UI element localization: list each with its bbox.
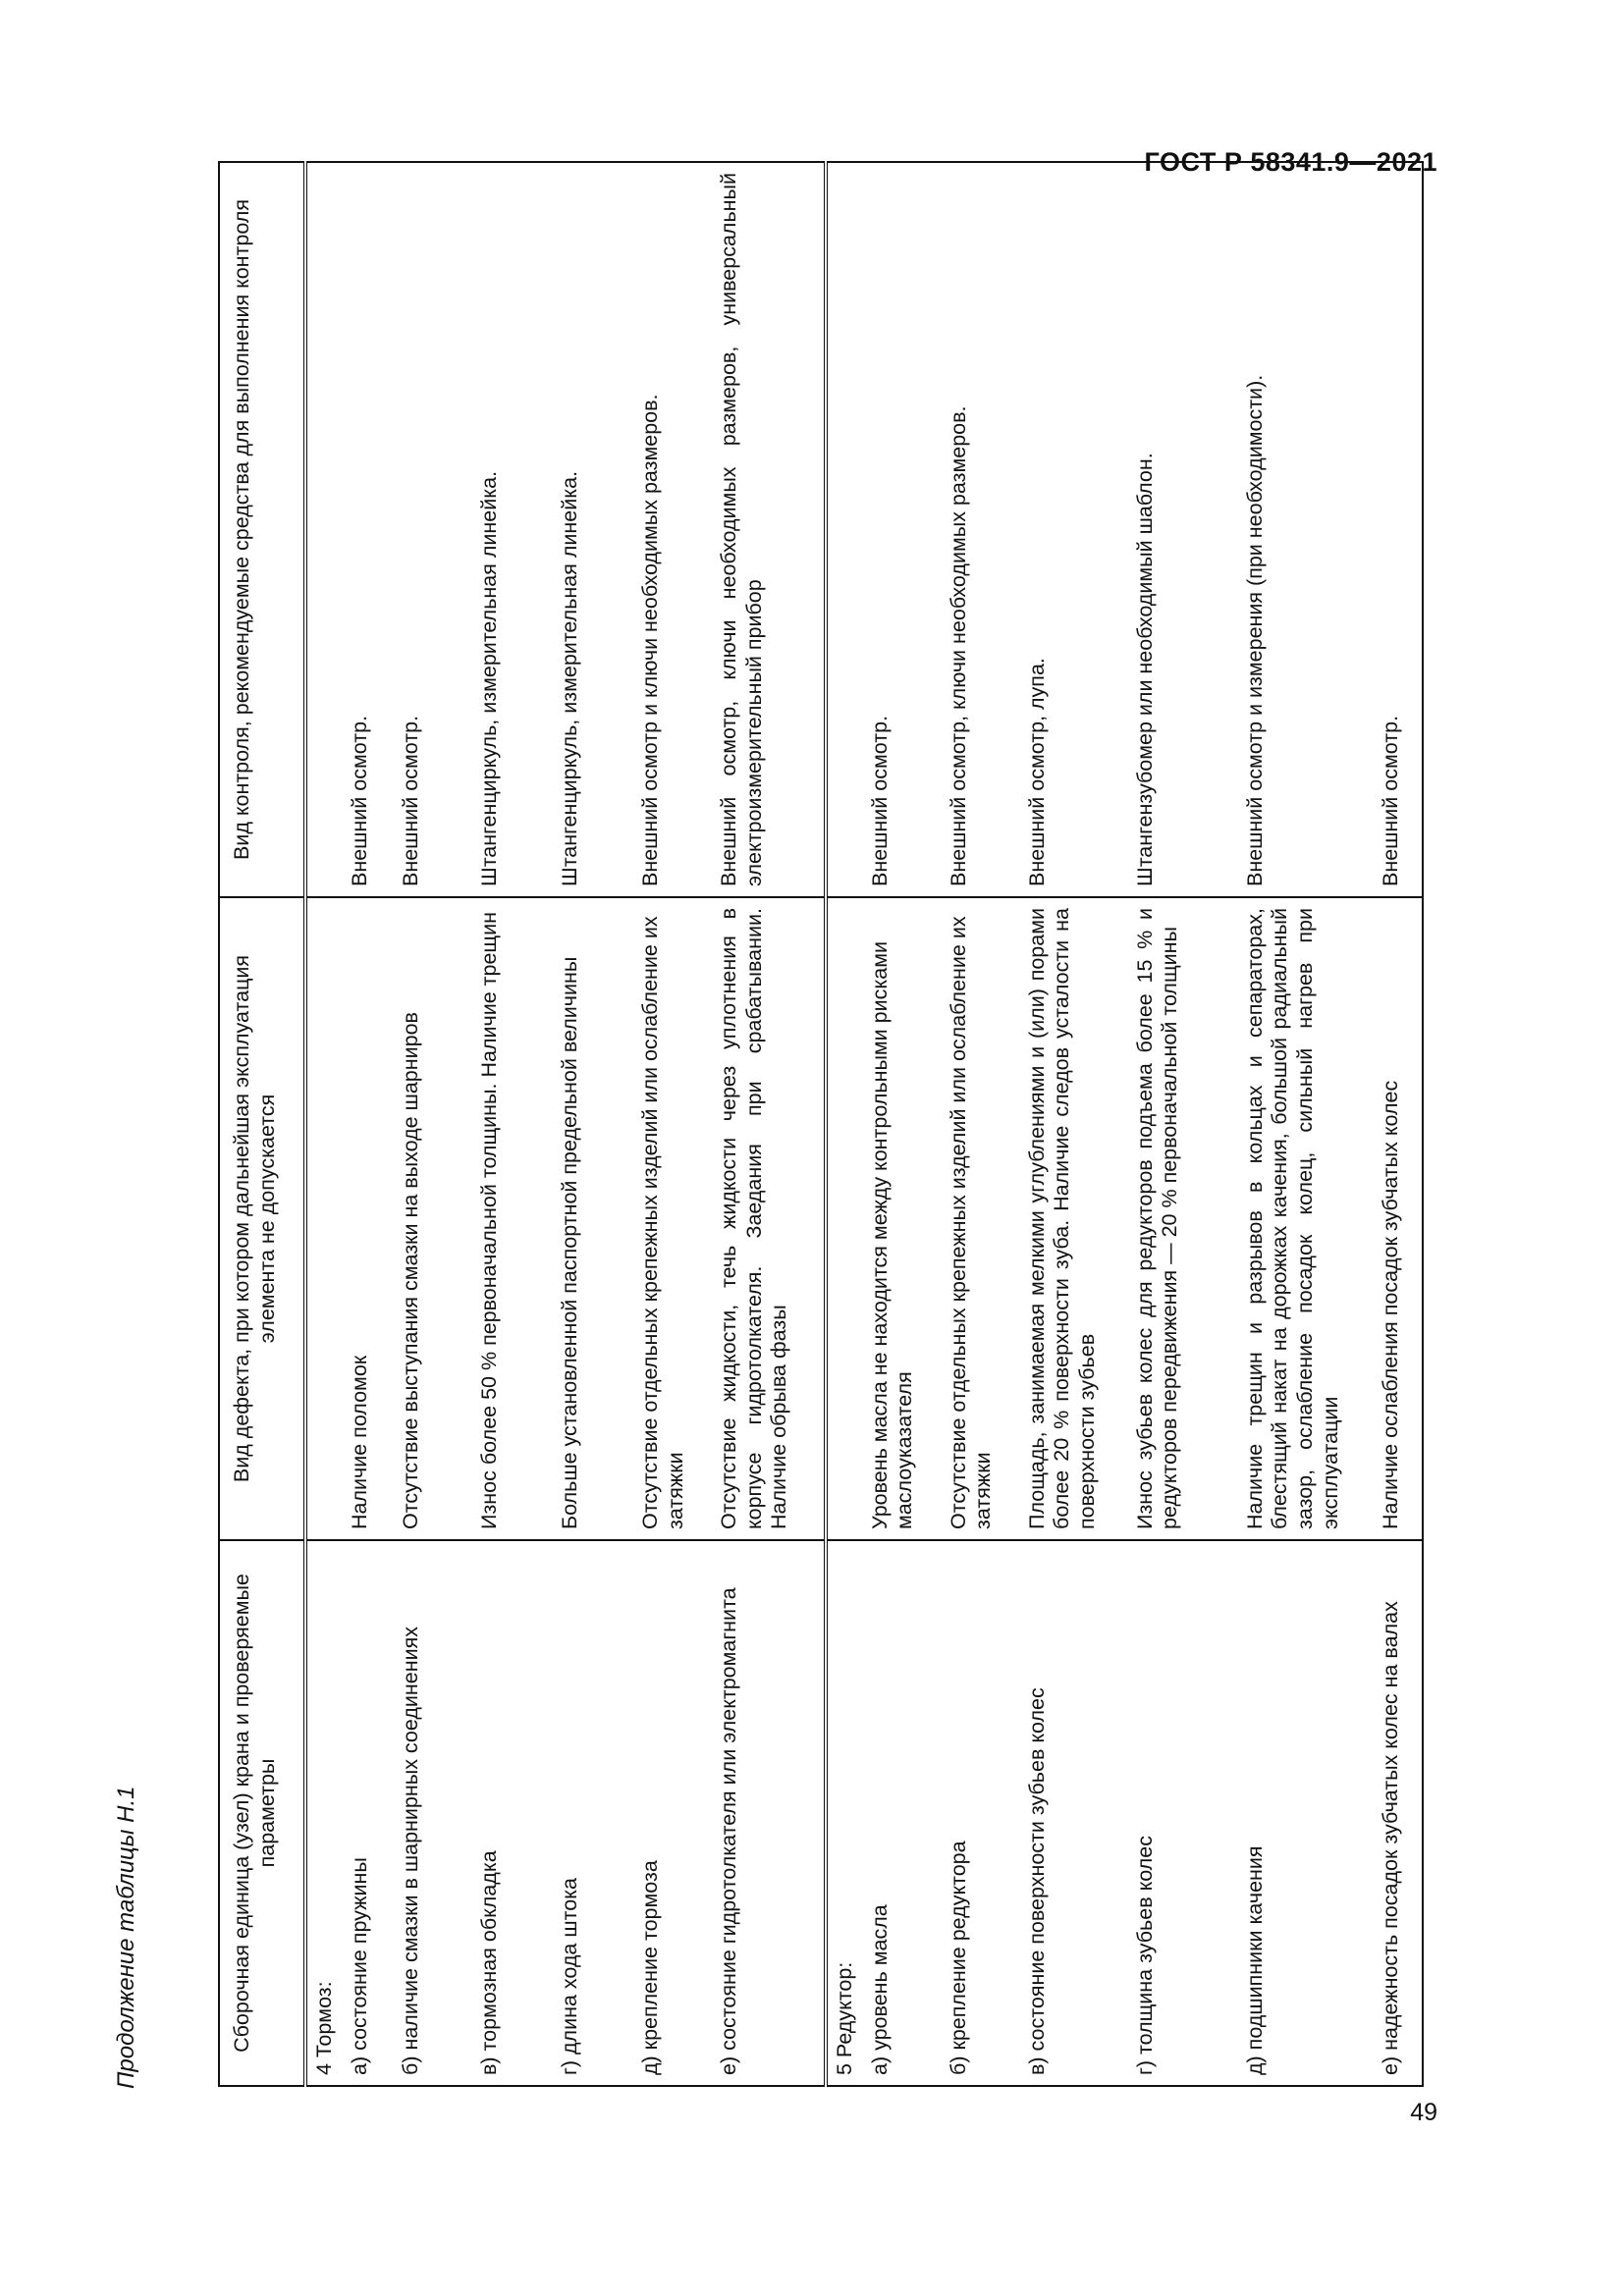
cell-param: а) уровень масла (863, 1540, 942, 2086)
table-row (343, 162, 394, 2086)
cell-control: Внешний осмотр, ключи необходимых размеров. (942, 162, 1020, 897)
cell-param: в) тормозная обкладка (472, 1540, 553, 2086)
cell-defect: Отсутствие жидкости, течь жидкости через уплотнения в корпусе гидротолкателя. Заедания при срабатывании. Наличие обрыва фазы (712, 897, 826, 1540)
cell-control: Внешний осмотр. (343, 162, 394, 897)
table-row (553, 162, 633, 2086)
cell-control: Внешний осмотр, лупа. (1020, 162, 1128, 897)
cell-param: е) надежность посадок зубчатых колес на валах (1374, 1540, 1423, 2086)
cell-defect: Наличие трещин и разрывов в кольцах и сепараторах, блестящий накат на дорожках качения, большой радиальный зазор, ослабление посадок колец, сильный нагрев при эксплуатации (1238, 897, 1374, 1540)
rotated-table-block (113, 160, 1402, 2089)
table-row (863, 162, 942, 2086)
document-header: ГОСТ Р 58341.9—2021 (1144, 147, 1437, 177)
section-row-reducer (826, 162, 863, 2086)
cell-defect: Наличие ослабления посадок зубчатых колес (1374, 897, 1423, 1540)
table-row (1020, 162, 1128, 2086)
cell-param: б) наличие смазки в шарнирных соединениях (394, 1540, 472, 2086)
cell-param: е) состояние гидротолкателя или электромагнита (712, 1540, 826, 2086)
table-row (394, 162, 472, 2086)
cell-defect: Отсутствие отдельных крепежных изделий или ослабление их затяжки (942, 897, 1020, 1540)
table-row (942, 162, 1020, 2086)
cell-control: Внешний осмотр, ключи необходимых размеров, универсальный электроизмерительный прибор (712, 162, 826, 897)
cell-control: Внешний осмотр и ключи необходимых размеров. (633, 162, 712, 897)
table-row (1374, 162, 1423, 2086)
cell-control: Внешний осмотр. (394, 162, 472, 897)
column-header-control: Вид контроля, рекомендуемые средства для выполнения контроля (219, 162, 305, 897)
cell-param: д) подшипники качения (1238, 1540, 1374, 2086)
column-header-defect: Вид дефекта, при котором дальнейшая эксплуатация элемента не допускается (219, 897, 305, 1540)
inspection-table (218, 161, 1424, 2087)
cell-defect: Износ более 50 % первоначальной толщины. Наличие трещин (472, 897, 553, 1540)
cell-defect: Площадь, занимаемая мелкими углублениями и (или) порами более 20 % поверхности зуба. Наличие следов усталости на поверхности зубьев (1020, 897, 1128, 1540)
section-title: 4 Тормоз: (305, 1540, 343, 2086)
table-row (633, 162, 712, 2086)
cell-control: Внешний осмотр. (863, 162, 942, 897)
cell-control: Штангенциркуль, измерительная линейка. (472, 162, 553, 897)
section-row-brake (305, 162, 343, 2086)
table-caption: Продолжение таблицы Н.1 (113, 1786, 139, 2089)
cell-param: б) крепление редуктора (942, 1540, 1020, 2086)
table-row (472, 162, 553, 2086)
column-header-unit: Сборочная единица (узел) крана и проверяемые параметры (219, 1540, 305, 2086)
cell-control: Штангензубомер или необходимый шаблон. (1128, 162, 1238, 897)
table-header-row (219, 162, 305, 2086)
cell-control: Штангенциркуль, измерительная линейка. (553, 162, 633, 897)
cell-param: г) длина хода штока (553, 1540, 633, 2086)
cell-defect: Наличие поломок (343, 897, 394, 1540)
page-number: 49 (1410, 2099, 1437, 2126)
table-row (1128, 162, 1238, 2086)
cell-defect: Отсутствие выступания смазки на выходе шарниров (394, 897, 472, 1540)
cell-param: г) толщина зубьев колес (1128, 1540, 1238, 2086)
cell-defect: Больше установленной паспортной предельной величины (553, 897, 633, 1540)
cell-param: в) состояние поверхности зубьев колес (1020, 1540, 1128, 2086)
cell-defect: Уровень масла не находится между контрольными рисками маслоуказателя (863, 897, 942, 1540)
cell-defect: Отсутствие отдельных крепежных изделий или ослабление их затяжки (633, 897, 712, 1540)
table-row (712, 162, 826, 2086)
cell-control: Внешний осмотр и измерения (при необходимости). (1238, 162, 1374, 897)
cell-control: Внешний осмотр. (1374, 162, 1423, 897)
cell-param: д) крепление тормоза (633, 1540, 712, 2086)
cell-param: а) состояние пружины (343, 1540, 394, 2086)
table-row (1238, 162, 1374, 2086)
section-title: 5 Редуктор: (826, 1540, 863, 2086)
cell-defect: Износ зубьев колес для редукторов подъема более 15 % и редукторов передвижения — 20 % первоначальной толщины (1128, 897, 1238, 1540)
